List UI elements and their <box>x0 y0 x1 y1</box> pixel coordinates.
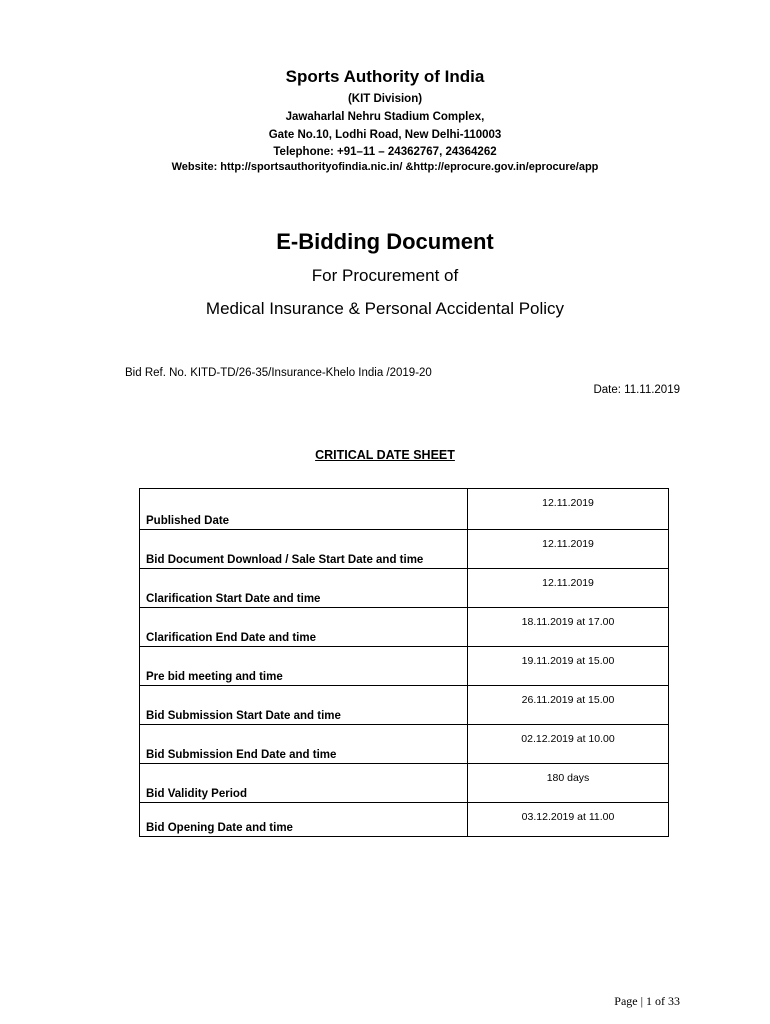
row-label: Published Date <box>140 489 468 530</box>
row-label: Bid Submission Start Date and time <box>140 686 468 725</box>
critical-date-table <box>139 488 669 837</box>
table-row <box>140 608 669 647</box>
row-label: Clarification Start Date and time <box>140 569 468 608</box>
telephone-line: Telephone: +91–11 – 24362767, 24364262 <box>273 146 497 158</box>
row-label: Bid Submission End Date and time <box>140 725 468 764</box>
page-number: Page | 1 of 33 <box>614 994 680 1008</box>
table-row <box>140 803 669 837</box>
table-row <box>140 764 669 803</box>
address-line: Gate No.10, Lodhi Road, New Delhi-110003 <box>268 129 502 141</box>
website-line: Website: http://sportsauthorityofindia.nic.in/ &http://eprocure.gov.in/eprocure/app <box>171 161 599 173</box>
row-value: 12.11.2019 <box>468 569 669 608</box>
organization-name: Sports Authority of India <box>285 67 485 86</box>
document-subtitle-2: Medical Insurance & Personal Accidental Policy <box>205 299 565 318</box>
critical-date-sheet-heading: CRITICAL DATE SHEET <box>315 448 455 462</box>
row-label: Bid Opening Date and time <box>140 803 468 837</box>
document-subtitle-1: For Procurement of <box>311 266 459 285</box>
row-value: 19.11.2019 at 15.00 <box>468 647 669 686</box>
row-value: 02.12.2019 at 10.00 <box>468 725 669 764</box>
table-row <box>140 686 669 725</box>
table-row <box>140 725 669 764</box>
row-label: Clarification End Date and time <box>140 608 468 647</box>
row-label: Pre bid meeting and time <box>140 647 468 686</box>
row-value: 180 days <box>468 764 669 803</box>
row-value: 12.11.2019 <box>468 489 669 530</box>
table-row <box>140 647 669 686</box>
bid-reference: Bid Ref. No. KITD-TD/26-35/Insurance-Khelo India /2019-20 <box>125 367 432 379</box>
row-label: Bid Document Download / Sale Start Date and time <box>140 530 468 569</box>
table-row <box>140 569 669 608</box>
row-value: 03.12.2019 at 11.00 <box>468 803 669 837</box>
complex-line: Jawaharlal Nehru Stadium Complex, <box>285 111 485 123</box>
row-value: 12.11.2019 <box>468 530 669 569</box>
document-title: E-Bidding Document <box>276 229 494 254</box>
table-row <box>140 530 669 569</box>
document-date: Date: 11.11.2019 <box>593 384 680 396</box>
row-value: 26.11.2019 at 15.00 <box>468 686 669 725</box>
division-line: (KIT Division) <box>347 93 423 105</box>
row-value: 18.11.2019 at 17.00 <box>468 608 669 647</box>
table-row <box>140 489 669 530</box>
row-label: Bid Validity Period <box>140 764 468 803</box>
